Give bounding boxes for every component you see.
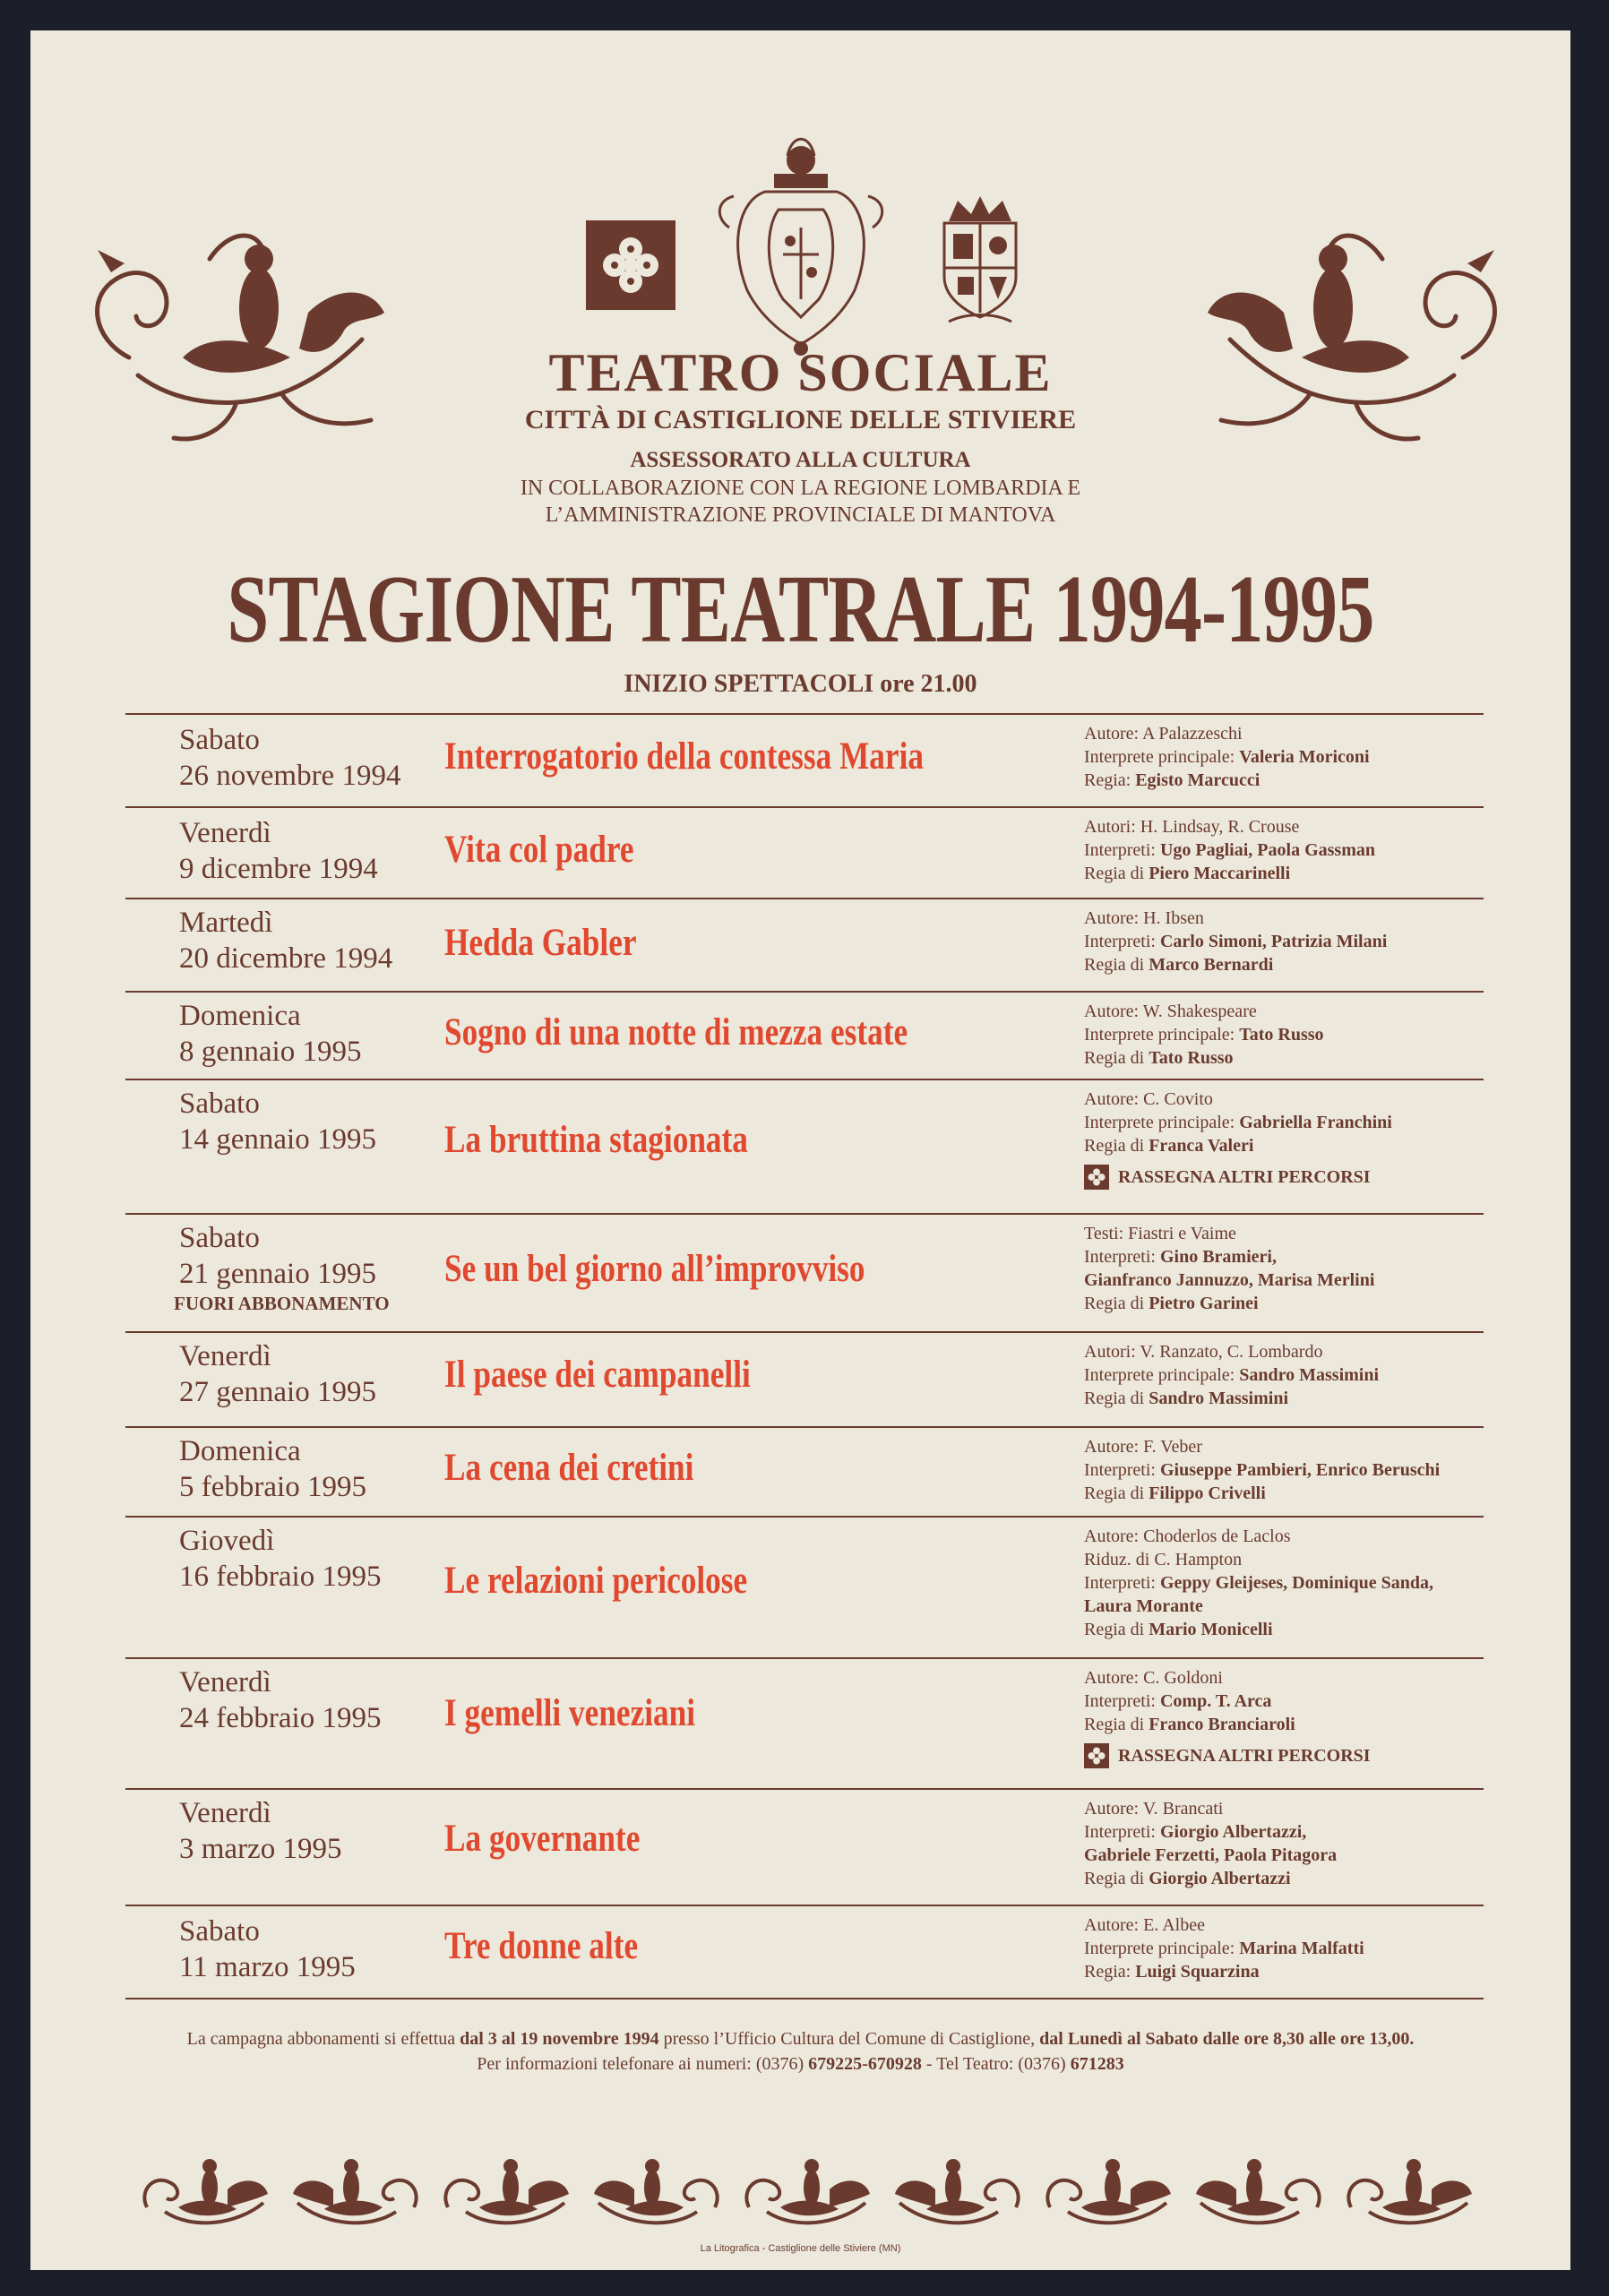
credit-label: Autore: A Palazzeschi bbox=[1084, 724, 1243, 744]
credit-line bbox=[1084, 745, 1370, 769]
credit-line bbox=[1084, 1690, 1371, 1713]
poster bbox=[30, 30, 1570, 2270]
credit-name: Comp. T. Arca bbox=[1159, 1691, 1272, 1711]
credit-line bbox=[1084, 1713, 1371, 1736]
collaboration-line: IN COLLABORAZIONE CON LA REGIONE LOMBARDIA E bbox=[520, 477, 1081, 500]
show-title: Se un bel giorno all’improvviso bbox=[444, 1248, 865, 1290]
show-row bbox=[125, 1331, 1484, 1426]
show-row bbox=[125, 1788, 1484, 1905]
show-start-time: INIZIO SPETTACOLI ore 21.00 bbox=[624, 670, 977, 698]
show-date bbox=[179, 1664, 381, 1736]
credit-label: Regia di bbox=[1084, 1294, 1149, 1313]
rassegna-badge bbox=[1084, 1165, 1392, 1190]
altri-percorsi-logo-icon bbox=[1084, 1165, 1109, 1190]
credit-name: Gianfranco Jannuzzo, Marisa Merlini bbox=[1084, 1270, 1375, 1290]
credit-label: Autore: F. Veber bbox=[1084, 1437, 1202, 1457]
frieze-creature-icon bbox=[746, 2159, 870, 2223]
show-date bbox=[179, 1913, 356, 1985]
credit-label: Regia di bbox=[1084, 1048, 1149, 1068]
credit-label: Autore: E. Albee bbox=[1084, 1915, 1205, 1935]
credit-label: Autore: C. Goldoni bbox=[1084, 1668, 1223, 1688]
credit-label: Interprete principale: bbox=[1084, 1113, 1240, 1132]
show-row bbox=[125, 898, 1484, 991]
frieze-creature-icon bbox=[1196, 2159, 1320, 2223]
show-title: Tre donne alte bbox=[444, 1925, 639, 1967]
show-weekday: Domenica bbox=[179, 1000, 301, 1032]
show-day-date: 27 gennaio 1995 bbox=[179, 1376, 376, 1408]
credit-line bbox=[1084, 1571, 1433, 1595]
credit-name: Marina Malfatti bbox=[1239, 1939, 1364, 1958]
credit-label: Testi: Fiastri e Vaime bbox=[1084, 1224, 1236, 1243]
credit-name: Egisto Marcucci bbox=[1135, 770, 1261, 790]
show-row bbox=[125, 991, 1484, 1079]
show-credits bbox=[1084, 1088, 1392, 1190]
credit-line bbox=[1084, 907, 1387, 930]
credit-label: Interpreti: bbox=[1084, 840, 1160, 860]
show-date bbox=[179, 1795, 341, 1867]
credit-label: Regia di bbox=[1084, 1869, 1149, 1888]
show-day-date: 21 gennaio 1995 bbox=[179, 1258, 376, 1290]
credit-label: Regia di bbox=[1084, 1620, 1149, 1639]
credit-label: Autori: V. Ranzato, C. Lombardo bbox=[1084, 1342, 1323, 1362]
footer-hours: dal Lunedì al Sabato dalle ore 8,30 alle ore 13,00. bbox=[1039, 2029, 1415, 2049]
show-day-date: 3 marzo 1995 bbox=[179, 1833, 342, 1865]
credit-line bbox=[1084, 1222, 1374, 1245]
credit-label: Regia: bbox=[1084, 1962, 1136, 1982]
show-title: Hedda Gabler bbox=[444, 922, 637, 964]
credit-name: Piero Maccarinelli bbox=[1149, 864, 1291, 883]
show-date bbox=[179, 998, 361, 1070]
show-credits bbox=[1084, 1435, 1440, 1505]
credit-line bbox=[1084, 1482, 1440, 1505]
credit-name: Franca Valeri bbox=[1149, 1136, 1254, 1156]
credit-label: Autore: Choderlos de Laclos bbox=[1084, 1526, 1291, 1546]
credit-label: Autore: C. Covito bbox=[1084, 1089, 1213, 1109]
rassegna-label: RASSEGNA ALTRI PERCORSI bbox=[1118, 1746, 1371, 1766]
show-row bbox=[125, 1426, 1484, 1516]
rassegna-badge bbox=[1084, 1743, 1371, 1768]
show-day-date: 26 novembre 1994 bbox=[179, 760, 401, 792]
rassegna-label: RASSEGNA ALTRI PERCORSI bbox=[1118, 1167, 1371, 1187]
credit-line bbox=[1084, 1340, 1379, 1363]
show-date bbox=[174, 1220, 390, 1315]
show-weekday: Sabato bbox=[179, 724, 260, 756]
show-title: Le relazioni pericolose bbox=[444, 1560, 748, 1602]
credit-name: Giorgio Albertazzi, bbox=[1159, 1822, 1307, 1842]
credit-line bbox=[1084, 1387, 1379, 1410]
show-date bbox=[179, 905, 392, 976]
credit-label: Autore: W. Shakespeare bbox=[1084, 1002, 1257, 1021]
city-crest-icon bbox=[711, 120, 891, 362]
credit-line bbox=[1084, 1867, 1337, 1890]
credit-label: Autore: V. Brancati bbox=[1084, 1799, 1224, 1819]
credit-line bbox=[1084, 1363, 1379, 1387]
show-row bbox=[125, 1213, 1484, 1331]
administration-line: L’AMMINISTRAZIONE PROVINCIALE DI MANTOVA bbox=[545, 503, 1056, 527]
credit-name: Sandro Massimini bbox=[1239, 1365, 1380, 1385]
show-title: Il paese dei campanelli bbox=[444, 1354, 751, 1396]
show-weekday: Venerdì bbox=[179, 817, 271, 849]
show-day-date: 20 dicembre 1994 bbox=[179, 942, 393, 975]
credit-label: Regia di bbox=[1084, 864, 1149, 883]
credit-label: Interpreti: bbox=[1084, 1573, 1160, 1593]
credit-line bbox=[1084, 1525, 1433, 1548]
credit-label: Autore: H. Ibsen bbox=[1084, 908, 1204, 928]
credit-name: Geppy Gleijeses, Dominique Sanda, bbox=[1159, 1573, 1434, 1593]
credit-label: Interprete principale: bbox=[1084, 747, 1240, 767]
credit-line bbox=[1084, 1820, 1337, 1844]
regione-lombardia-logo-icon bbox=[586, 220, 675, 310]
show-credits bbox=[1084, 907, 1387, 976]
credit-line bbox=[1084, 1088, 1392, 1111]
credit-line bbox=[1084, 1111, 1392, 1134]
credit-line bbox=[1084, 1046, 1324, 1070]
phone-info bbox=[30, 2054, 1570, 2075]
credit-name: Pietro Garinei bbox=[1149, 1294, 1259, 1313]
frieze-creature-icon bbox=[144, 2159, 268, 2223]
footer-dates: dal 3 al 19 novembre 1994 bbox=[460, 2029, 659, 2049]
frieze-creature-icon bbox=[1348, 2159, 1472, 2223]
credit-line bbox=[1084, 1000, 1324, 1023]
show-date bbox=[179, 815, 378, 887]
credit-label: Regia: bbox=[1084, 770, 1136, 790]
frieze-creature-icon bbox=[594, 2159, 718, 2223]
show-date bbox=[179, 1523, 381, 1595]
show-row bbox=[125, 1079, 1484, 1213]
credit-line bbox=[1084, 1960, 1364, 1983]
credit-line bbox=[1084, 1134, 1392, 1157]
credit-line bbox=[1084, 1797, 1337, 1820]
show-day-date: 9 dicembre 1994 bbox=[179, 853, 378, 885]
show-credits bbox=[1084, 1000, 1324, 1070]
credit-line bbox=[1084, 1844, 1337, 1867]
credit-line bbox=[1084, 722, 1370, 745]
season-title: STAGIONE TEATRALE 1994-1995 bbox=[227, 556, 1374, 663]
show-credits bbox=[1084, 1666, 1371, 1768]
credit-label: Riduz. di C. Hampton bbox=[1084, 1550, 1243, 1569]
show-row bbox=[125, 1905, 1484, 1999]
provincial-crest-icon bbox=[931, 187, 1029, 331]
footer-text: - Tel Teatro: (0376) bbox=[921, 2054, 1071, 2074]
frieze-creature-icon bbox=[1047, 2159, 1171, 2223]
footer-phone: 679225-670928 bbox=[808, 2054, 922, 2074]
credit-line bbox=[1084, 862, 1375, 885]
credit-line bbox=[1084, 953, 1387, 976]
credit-label: Interprete principale: bbox=[1084, 1939, 1240, 1958]
credit-line bbox=[1084, 930, 1387, 953]
show-credits bbox=[1084, 1913, 1364, 1983]
credit-name: Gabriella Franchini bbox=[1239, 1113, 1392, 1132]
credit-name: Carlo Simoni, Patrizia Milani bbox=[1159, 932, 1388, 951]
show-title: Vita col padre bbox=[444, 829, 634, 871]
credit-label: Interprete principale: bbox=[1084, 1365, 1240, 1385]
credit-label: Regia di bbox=[1084, 1483, 1149, 1503]
printer-credit: La Litografica - Castiglione delle Stiviere (MN) bbox=[700, 2243, 901, 2254]
show-weekday: Venerdì bbox=[179, 1666, 271, 1698]
credit-label: Regia di bbox=[1084, 1389, 1149, 1408]
credit-label: Regia di bbox=[1084, 955, 1149, 975]
credit-label: Interpreti: bbox=[1084, 1247, 1160, 1267]
credit-label: Interprete principale: bbox=[1084, 1025, 1240, 1045]
show-title: Interrogatorio della contessa Maria bbox=[444, 735, 924, 778]
show-credits bbox=[1084, 815, 1375, 885]
fuori-abbonamento-note: FUORI ABBONAMENTO bbox=[174, 1293, 390, 1314]
credit-line bbox=[1084, 769, 1370, 792]
frieze-creature-icon bbox=[445, 2159, 569, 2223]
show-weekday: Sabato bbox=[179, 1915, 260, 1948]
credit-name: Marco Bernardi bbox=[1149, 955, 1274, 975]
show-weekday: Sabato bbox=[179, 1222, 260, 1254]
footer-theatre-phone: 671283 bbox=[1070, 2054, 1124, 2074]
show-day-date: 16 febbraio 1995 bbox=[179, 1561, 382, 1593]
credit-name: Giuseppe Pambieri, Enrico Beruschi bbox=[1159, 1460, 1441, 1480]
credit-label: Interpreti: bbox=[1084, 1691, 1160, 1711]
credit-line bbox=[1084, 1618, 1433, 1641]
credit-name: Giorgio Albertazzi bbox=[1149, 1869, 1291, 1888]
show-row bbox=[125, 1657, 1484, 1788]
credit-label: Interpreti: bbox=[1084, 1822, 1160, 1842]
schedule-table bbox=[125, 713, 1484, 1999]
decorative-frieze bbox=[120, 2154, 1482, 2234]
show-day-date: 8 gennaio 1995 bbox=[179, 1036, 362, 1068]
credit-name: Valeria Moriconi bbox=[1239, 747, 1370, 767]
credit-line bbox=[1084, 1595, 1433, 1618]
credit-label: Regia di bbox=[1084, 1136, 1149, 1156]
frieze-creature-icon bbox=[895, 2159, 1019, 2223]
show-row bbox=[125, 1516, 1484, 1657]
credit-line bbox=[1084, 1023, 1324, 1046]
credit-line bbox=[1084, 1292, 1374, 1315]
credit-name: Tato Russo bbox=[1149, 1048, 1234, 1068]
credit-line bbox=[1084, 1458, 1440, 1482]
credit-label: Interpreti: bbox=[1084, 932, 1160, 951]
show-date bbox=[179, 1433, 366, 1505]
credit-line bbox=[1084, 1666, 1371, 1690]
show-credits bbox=[1084, 1222, 1374, 1315]
credit-line bbox=[1084, 1548, 1433, 1571]
show-weekday: Venerdì bbox=[179, 1797, 271, 1829]
credit-line bbox=[1084, 1245, 1374, 1268]
credit-name: Tato Russo bbox=[1239, 1025, 1324, 1045]
footer-text: Per informazioni telefonare ai numeri: (0376) bbox=[477, 2054, 809, 2074]
subscription-info bbox=[30, 2029, 1570, 2050]
teatro-title: TEATRO SOCIALE bbox=[548, 343, 1053, 402]
credit-line bbox=[1084, 1913, 1364, 1937]
assessorato-line: ASSESSORATO ALLA CULTURA bbox=[630, 448, 971, 472]
show-day-date: 5 febbraio 1995 bbox=[179, 1471, 366, 1503]
show-date bbox=[179, 1338, 376, 1410]
credit-name: Mario Monicelli bbox=[1149, 1620, 1273, 1639]
altri-percorsi-logo-icon bbox=[1084, 1743, 1109, 1768]
credit-name: Laura Morante bbox=[1084, 1596, 1203, 1616]
show-title: La cena dei cretini bbox=[444, 1447, 694, 1489]
show-day-date: 11 marzo 1995 bbox=[179, 1951, 356, 1983]
credit-label: Autori: H. Lindsay, R. Crouse bbox=[1084, 817, 1300, 837]
credit-line bbox=[1084, 838, 1375, 862]
credit-name: Gino Bramieri, bbox=[1159, 1247, 1277, 1267]
show-date bbox=[179, 1086, 376, 1157]
credit-name: Filippo Crivelli bbox=[1149, 1483, 1266, 1503]
show-weekday: Sabato bbox=[179, 1088, 260, 1120]
show-credits bbox=[1084, 1525, 1433, 1641]
credit-name: Franco Branciaroli bbox=[1149, 1715, 1295, 1734]
credit-name: Luigi Squarzina bbox=[1135, 1962, 1260, 1982]
show-date bbox=[179, 722, 400, 794]
show-title: Sogno di una notte di mezza estate bbox=[444, 1011, 908, 1053]
show-credits bbox=[1084, 722, 1370, 792]
show-row bbox=[125, 806, 1484, 898]
show-title: I gemelli veneziani bbox=[444, 1692, 696, 1734]
show-title: La bruttina stagionata bbox=[444, 1119, 748, 1161]
credit-line bbox=[1084, 1435, 1440, 1458]
credit-line bbox=[1084, 815, 1375, 838]
show-title: La governante bbox=[444, 1818, 641, 1860]
show-credits bbox=[1084, 1797, 1337, 1890]
show-day-date: 24 febbraio 1995 bbox=[179, 1702, 382, 1734]
credit-label: Interpreti: bbox=[1084, 1460, 1160, 1480]
credit-name: Sandro Massimini bbox=[1149, 1389, 1288, 1408]
credit-line bbox=[1084, 1937, 1364, 1960]
credit-name: Gabriele Ferzetti, Paola Pitagora bbox=[1084, 1845, 1338, 1865]
show-credits bbox=[1084, 1340, 1379, 1410]
show-weekday: Venerdì bbox=[179, 1340, 271, 1372]
footer-text: presso l’Ufficio Cultura del Comune di Castiglione, bbox=[658, 2029, 1040, 2049]
city-name: CITTÀ DI CASTIGLIONE DELLE STIVIERE bbox=[524, 405, 1077, 434]
credit-line bbox=[1084, 1268, 1374, 1292]
show-day-date: 14 gennaio 1995 bbox=[179, 1123, 376, 1156]
credit-name: Ugo Pagliai, Paola Gassman bbox=[1159, 840, 1375, 860]
show-weekday: Giovedì bbox=[179, 1525, 275, 1557]
credit-label: Regia di bbox=[1084, 1715, 1149, 1734]
frieze-creature-icon bbox=[293, 2159, 417, 2223]
footer-text: La campagna abbonamenti si effettua bbox=[186, 2029, 460, 2049]
show-weekday: Martedì bbox=[179, 907, 273, 939]
show-row bbox=[125, 713, 1484, 806]
show-weekday: Domenica bbox=[179, 1435, 301, 1467]
